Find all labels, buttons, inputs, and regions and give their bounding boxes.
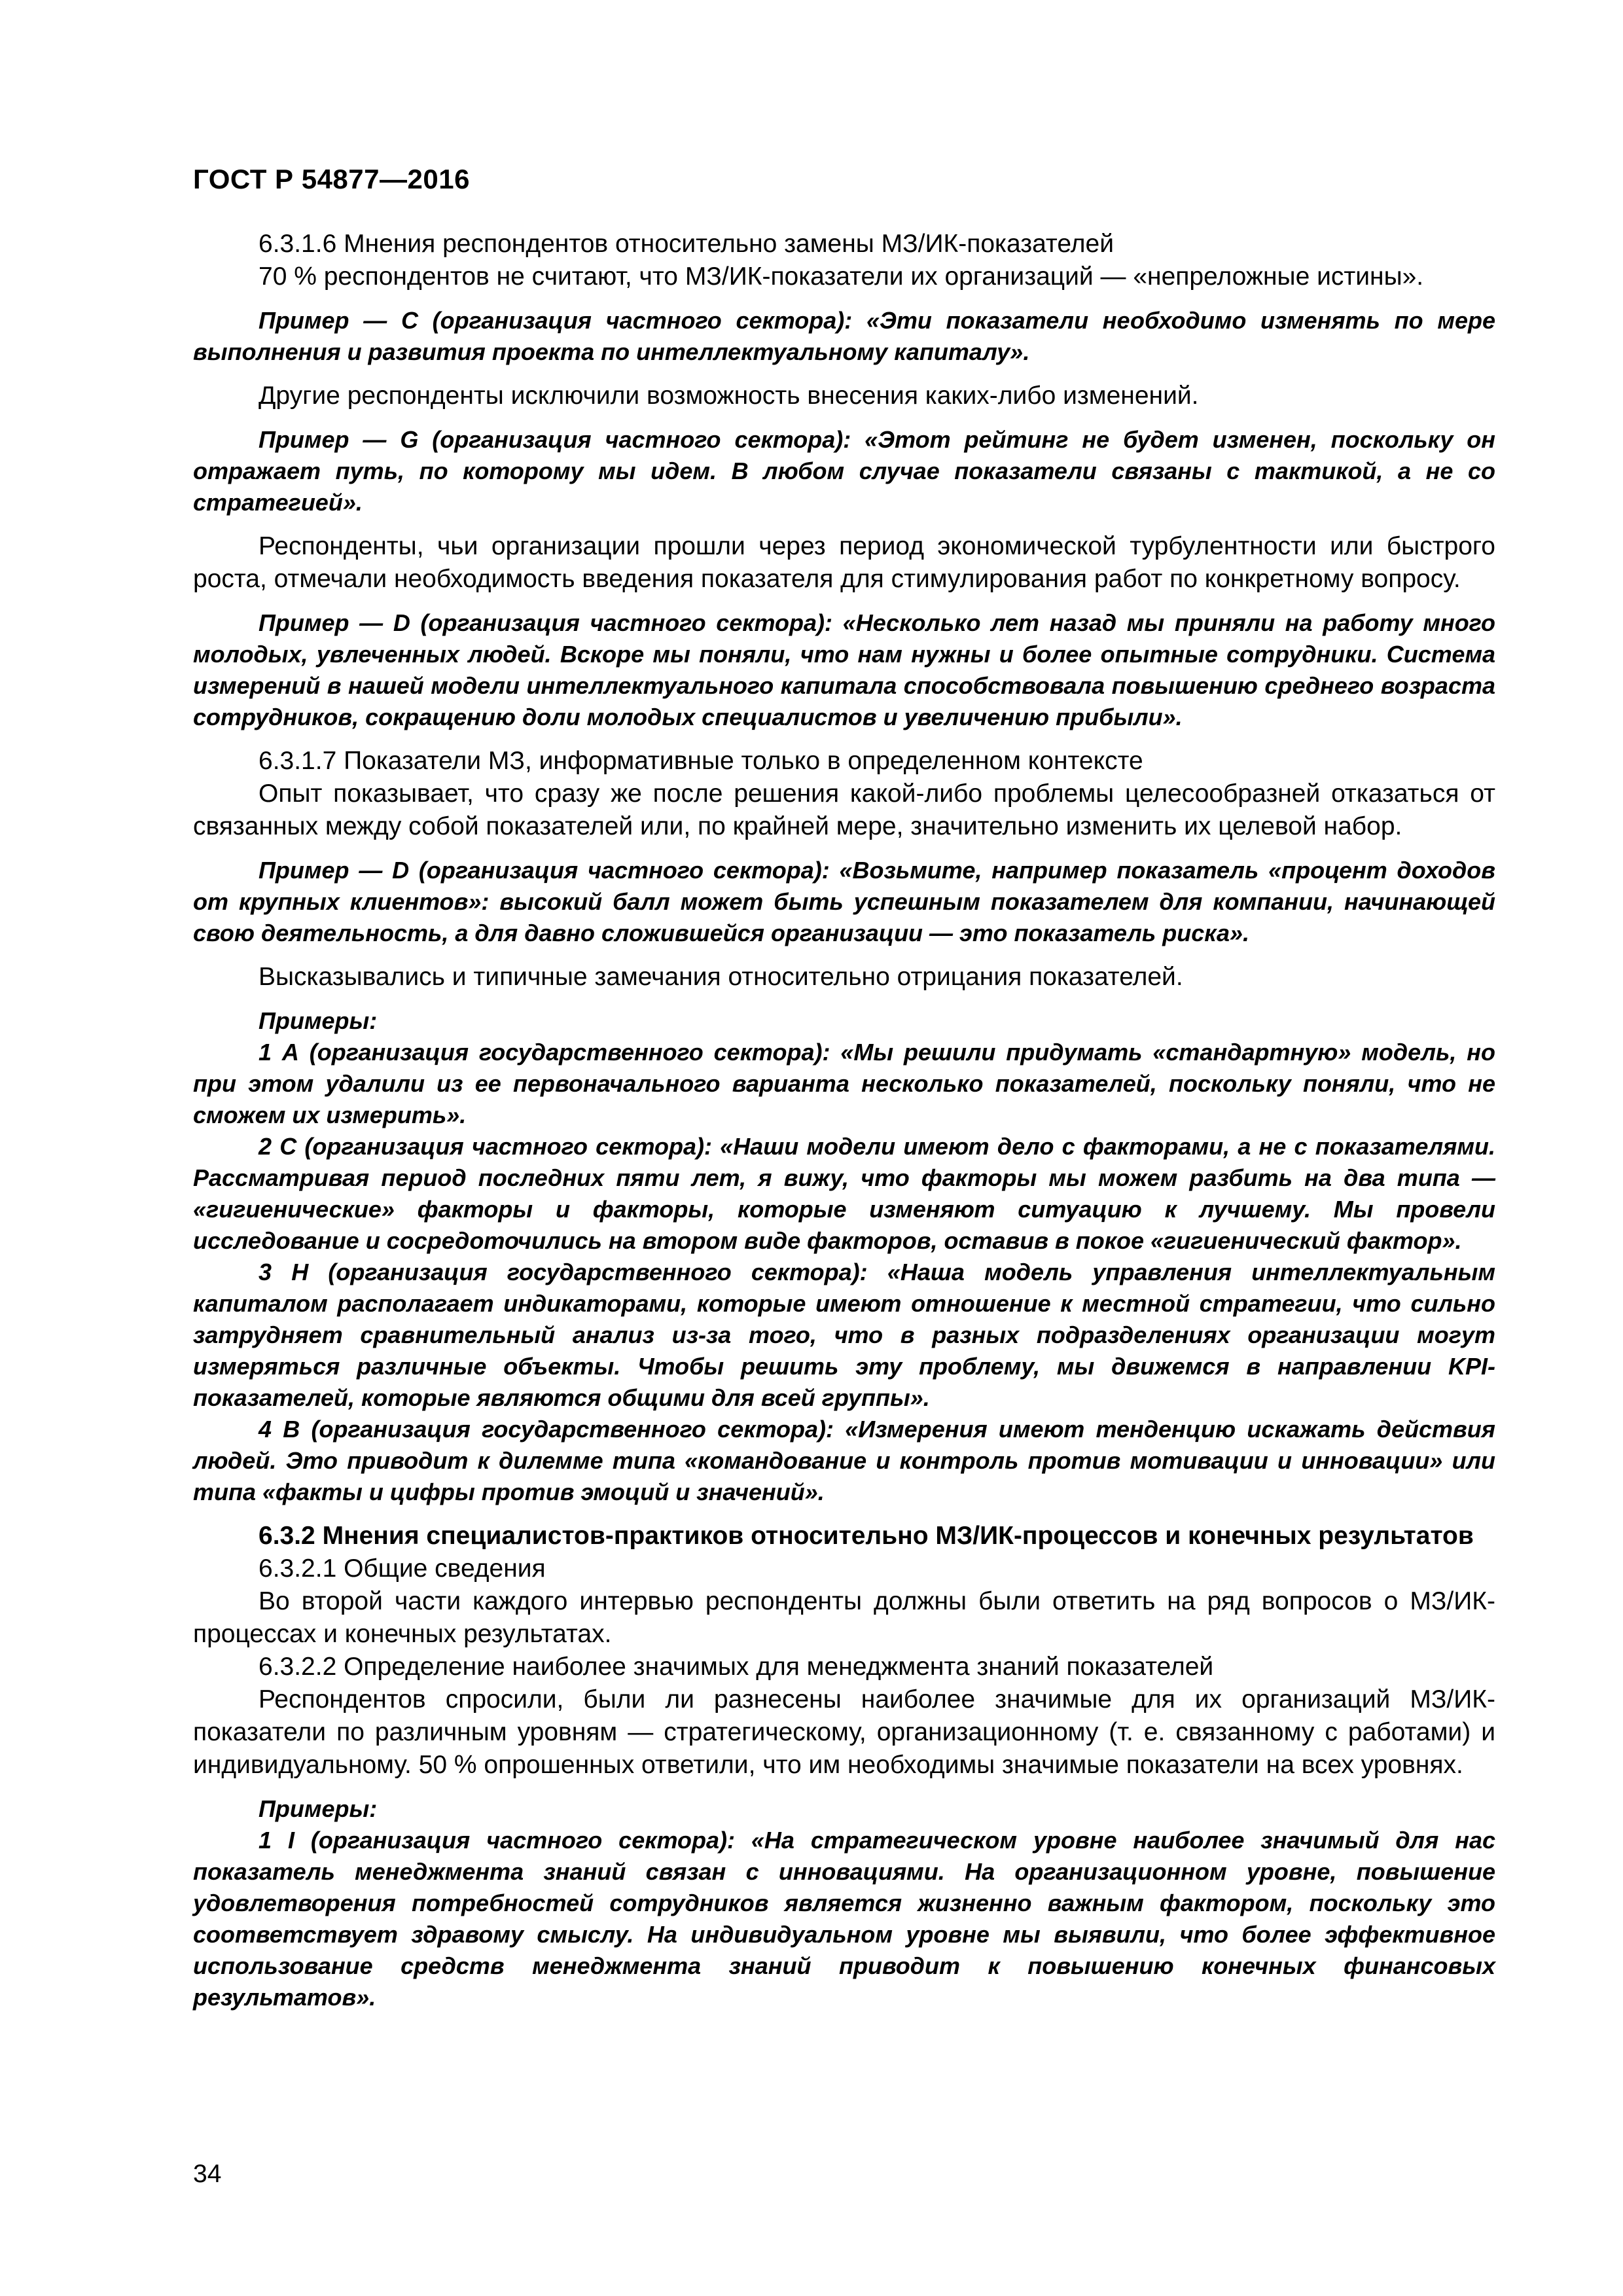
body-paragraph: Респондентов спросили, были ли разнесены наиболее значимые для их организаций МЗ/ИК-показатели по различным уровням — стратегическому, организационному (т. е. связанному с работами) и индивидуальному. 50 % опрошенных ответили, что им необходимы значимые показатели на всех уровнях. — [193, 1685, 1495, 1779]
body-paragraph: 70 % респондентов не считают, что МЗ/ИК-показатели их организаций — «непреложные истины». — [259, 262, 1424, 291]
example-note: Пример — С (организация частного сектора): «Эти показатели необходимо изменять по мере выполнения и развития проекта по интеллектуальному капиталу». — [193, 307, 1495, 365]
body-paragraph: Во второй части каждого интервью респонденты должны были ответить на ряд вопросов о МЗ/ИК-процессах и конечных результатах. — [193, 1587, 1495, 1648]
page-body — [193, 228, 1495, 2013]
examples-label: Примеры: — [259, 1795, 378, 1822]
body-paragraph: Другие респонденты исключили возможность внесения каких-либо изменений. — [259, 382, 1199, 410]
section-heading: 6.3.2 Мнения специалистов-практиков относительно МЗ/ИК-процессов и конечных результатов — [259, 1522, 1474, 1550]
clause-heading: 6.3.2.2 Определение наиболее значимых для менеджмента знаний показателей — [259, 1653, 1214, 1681]
clause-heading: 6.3.1.6 Мнения респондентов относительно замены МЗ/ИК-показателей — [259, 230, 1114, 258]
example-item: 3 Н (организация государственного сектора): «Наша модель управления интеллектуальным капиталом располагает индикаторами, которые имеют отношение к местной стратегии, что сильно затрудняет сравнительный анализ из-за того, что в разных подразделениях организации могут измеряться различные объекты. Чтобы решить эту проблему, мы движемся в направлении KPI-показателей, которые являются общими для всей группы». — [193, 1259, 1495, 1411]
body-paragraph: Высказывались и типичные замечания относительно отрицания показателей. — [259, 963, 1183, 991]
body-paragraph: Опыт показывает, что сразу же после решения какой-либо проблемы целесообразней отказаться от связанных между собой показателей или, по крайней мере, значительно изменить их целевой набор. — [193, 780, 1495, 840]
clause-heading: 6.3.2.1 Общие сведения — [259, 1554, 546, 1583]
example-item: 1 А (организация государственного сектора): «Мы решили придумать «стандартную» модель, но при этом удалили из ее первоначального варианта несколько показателей, поскольку поняли, что не сможем их измерить». — [193, 1039, 1495, 1128]
example-note: Пример — D (организация частного сектора): «Возьмите, например показатель «процент доходов от крупных клиентов»: высокий балл может быть успешным показателем для компании, начинающей свою деятельность, а для давно сложившейся организации — это показатель риска». — [193, 857, 1495, 946]
example-item: 1 I (организация частного сектора): «На стратегическом уровне наиболее значимый для нас показатель менеджмента знаний связан с инновациями. На организационном уровне, повышение удовлетворения потребностей сотрудников является жизненно важным фактором, поскольку это соответствует здравому смыслу. На индивидуальном уровне мы выявили, что более эффективное использование средств менеджмента знаний приводит к повышению конечных финансовых результатов». — [193, 1827, 1495, 2011]
examples-label: Примеры: — [259, 1007, 378, 1034]
example-item: 2 С (организация частного сектора): «Наши модели имеют дело с факторами, а не с показателями. Рассматривая период последних пяти лет, я вижу, что факторы мы можем разбить на два типа — «гигиенические» факторы и факторы, которые изменяют ситуацию к лучшему. Мы провели исследование и сосредоточились на втором виде факторов, оставив в покое «гигиенический фактор». — [193, 1133, 1495, 1254]
document-id: ГОСТ Р 54877—2016 — [193, 164, 470, 194]
clause-heading: 6.3.1.7 Показатели МЗ, информативные только в определенном контексте — [259, 747, 1143, 775]
example-note: Пример — D (организация частного сектора): «Несколько лет назад мы приняли на работу много молодых, увлеченных людей. Вскоре мы поняли, что нам нужны и более опытные сотрудники. Система измерений в нашей модели интеллектуального капитала способствовала повышению среднего возраста сотрудников, сокращению доли молодых специалистов и увеличению прибыли». — [193, 609, 1495, 730]
page-number: 34 — [193, 2160, 222, 2188]
body-paragraph: Респонденты, чьи организации прошли через период экономической турбулентности или быстрого роста, отмечали необходимость введения показателя для стимулирования работ по конкретному вопросу. — [193, 532, 1495, 593]
example-note: Пример — G (организация частного сектора): «Этот рейтинг не будет изменен, поскольку он отражает путь, по которому мы идем. В любом случае показатели связаны с тактикой, а не со стратегией». — [193, 426, 1495, 516]
example-item: 4 В (организация государственного сектора): «Измерения имеют тенденцию искажать действия людей. Это приводит к дилемме типа «командование и контроль против мотивации и инновации» или типа «факты и цифры против эмоций и значений». — [193, 1416, 1495, 1505]
